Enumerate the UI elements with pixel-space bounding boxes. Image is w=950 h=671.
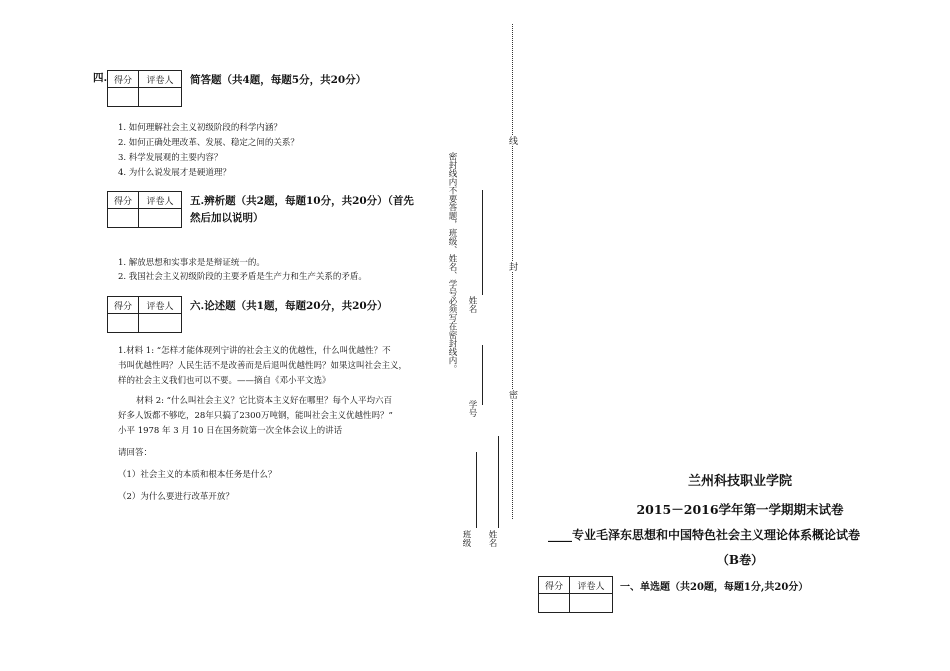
score-box-section5 xyxy=(107,191,182,228)
semester-title: 2015－2016学年第一学期期末试卷 xyxy=(636,502,844,517)
class-underline xyxy=(476,452,477,528)
school-name: 兰州科技职业学院 xyxy=(687,474,792,489)
id-underline xyxy=(482,345,483,405)
score-cell xyxy=(108,314,139,333)
name-label-lower: 姓名 xyxy=(487,530,497,547)
sub-question: （1）社会主义的本质和根本任务是什么？ xyxy=(118,470,277,480)
class-label: 班级 xyxy=(461,530,471,547)
seal-feng: 封 xyxy=(507,262,517,271)
section5-title-line2: 然后加以说明） xyxy=(190,212,264,224)
section5-question: 1. 解放思想和实事求是是辩证统一的。 xyxy=(118,258,265,268)
score-header: 得分 xyxy=(108,71,139,88)
section4-question: 4. 为什么说发展才是硬道理？ xyxy=(118,168,231,178)
seal-notice: 密封线内不要答题，班级、姓名、学号必须写在密封线内。 xyxy=(447,152,457,373)
section4-question: 2. 如何正确处理改革、发展、稳定之间的关系？ xyxy=(118,138,299,148)
section4-question: 1. 如何理解社会主义初级阶段的科学内涵？ xyxy=(118,123,282,133)
score-cell xyxy=(108,209,139,228)
score-header: 得分 xyxy=(539,577,570,594)
name-underline xyxy=(482,190,483,295)
subject-blank: ____ xyxy=(548,528,572,542)
answer-prompt: 请回答： xyxy=(118,448,153,458)
subject-line xyxy=(548,526,860,543)
material2-line: 材料 2: “什么叫社会主义？它比资本主义好在哪里？每个人平均六百 xyxy=(136,396,393,406)
seal-dotted-line xyxy=(512,24,513,519)
score-box-section6 xyxy=(107,296,182,333)
name-underline-lower xyxy=(498,436,499,528)
name-label: 姓名 xyxy=(467,296,477,313)
material1-line: 1.材料 1: “怎样才能体现列宁讲的社会主义的优越性，什么叫优越性？不 xyxy=(118,346,391,356)
material2-line: 小平 1978 年 3 月 10 日在国务院第一次全体会议上的讲话 xyxy=(118,426,343,436)
section1-title: 一、单选题（共20题，每题1分,共20分） xyxy=(620,582,809,593)
grader-header: 评卷人 xyxy=(139,192,182,209)
material1-block xyxy=(118,344,436,392)
grader-cell xyxy=(139,88,182,107)
section5-question: 2. 我国社会主义初级阶段的主要矛盾是生产力和生产关系的矛盾。 xyxy=(118,272,367,282)
id-label: 学号 xyxy=(467,400,477,417)
score-cell xyxy=(108,88,139,107)
subject-title: 专业毛泽东思想和中国特色社会主义理论体系概论试卷 xyxy=(572,528,861,542)
grader-cell xyxy=(139,209,182,228)
section4-number: 四. xyxy=(93,72,108,84)
grader-cell xyxy=(139,314,182,333)
score-box-section4 xyxy=(107,70,182,107)
section5-title-line1: 五.辨析题（共2题，每题10分，共20分）（首先 xyxy=(190,195,414,207)
sub-question: （2）为什么要进行改革开放？ xyxy=(118,492,234,502)
seal-mi: 密 xyxy=(507,390,517,399)
seal-xian: 线 xyxy=(507,136,517,145)
material1-line: 样的社会主义我们也可以不要。——摘自《邓小平文选》 xyxy=(118,376,331,386)
exam-variant: （B卷） xyxy=(716,553,764,567)
section4-title: 简答题（共4题，每题5分，共20分） xyxy=(190,74,367,86)
material2-block xyxy=(118,394,436,442)
score-header: 得分 xyxy=(108,192,139,209)
score-box-section1 xyxy=(538,576,613,613)
grader-header: 评卷人 xyxy=(139,297,182,314)
grader-cell xyxy=(570,594,613,613)
material1-line: 书叫优越性吗？人民生活不是改善而是后退叫优越性吗？如果这叫社会主义， xyxy=(118,361,408,371)
section6-title: 六.论述题（共1题，每题20分，共20分） xyxy=(190,300,388,312)
material2-line: 好多人饭都不够吃，28年只搞了2300万吨钢，能叫社会主义优越性吗？” xyxy=(118,411,393,421)
score-header: 得分 xyxy=(108,297,139,314)
section4-question: 3. 科学发展观的主要内容？ xyxy=(118,153,223,163)
score-cell xyxy=(539,594,570,613)
grader-header: 评卷人 xyxy=(570,577,613,594)
grader-header: 评卷人 xyxy=(139,71,182,88)
